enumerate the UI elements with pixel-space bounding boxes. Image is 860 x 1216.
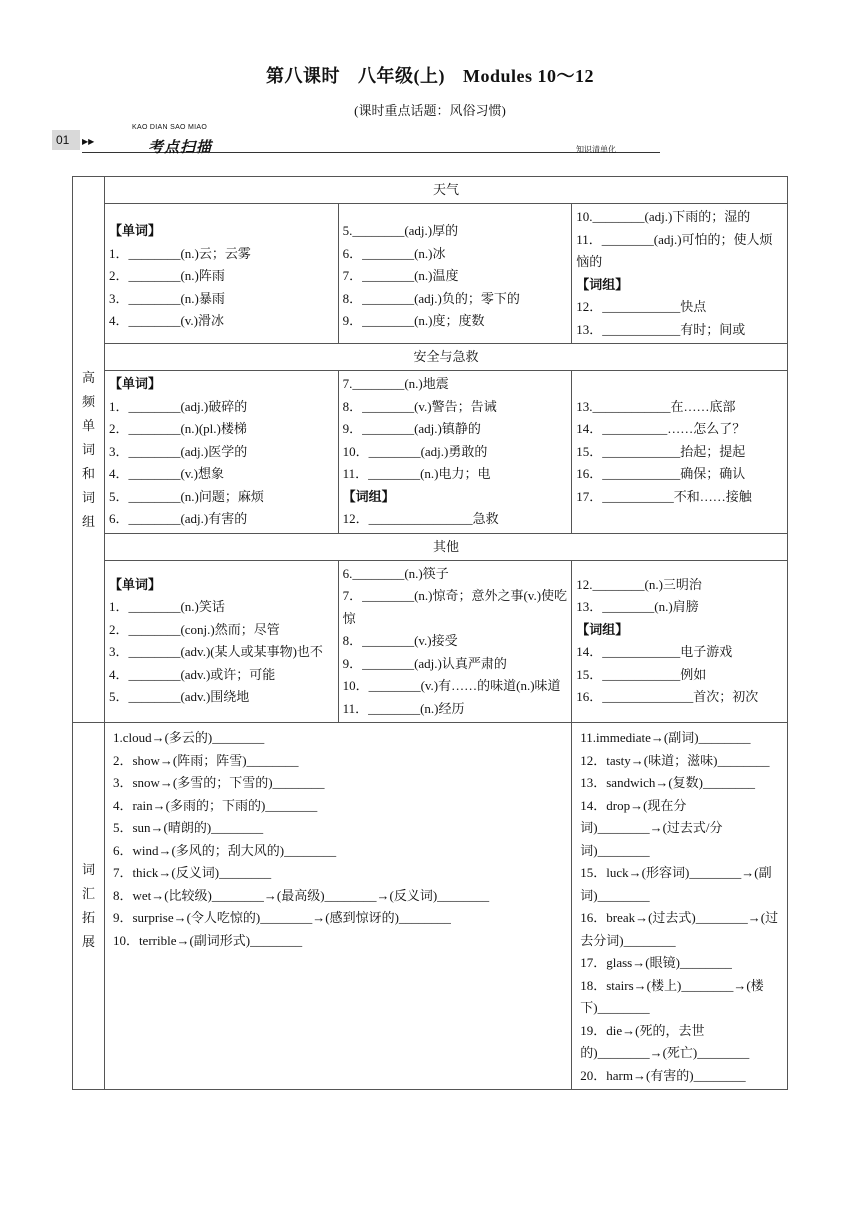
vocab-item: 13．sandwich→(复数)________ [580,775,755,790]
vocab-item: 10．________(adj.)勇敢的 [342,443,488,459]
vocab-item: 11．________(n.)经历 [342,700,465,716]
side-char: 展 [81,934,95,949]
group-heading: 【词组】 [576,621,629,637]
group-heading: 【单词】 [108,376,161,391]
group-heading: 【词组】 [342,488,395,504]
vocab-item: 7．________(n.)惊奇；意外之事(v.)使吃惊 [342,588,568,626]
vocab-item: 15．luck→(形容词)________→(副词)________ [580,865,772,903]
vocab-item: 7．________(n.)温度 [342,268,459,284]
vocab-item: 9．________(adj.)镇静的 [342,421,481,436]
vocab-item: 19．die→(死的，去世的)________→(死亡)________ [580,1022,750,1060]
banner-tagline: 知识清单化 [576,145,616,154]
vocab-item: 8．wet→(比较级)________→(最高级)________→(反义词)________ [112,887,490,903]
vocab-item: 6.________(n.)筷子 [342,565,449,581]
vocab-item: 1．________(n.)云；云雾 [108,245,251,261]
vocab-item: 7.________(n.)地震 [342,376,449,391]
vocab-item: 6．wind→(多风的；刮大风的)________ [112,842,337,858]
side-char: 拓 [81,910,95,925]
vocab-item: 12.________(n.)三明治 [576,576,702,592]
side-char: 单 [81,417,95,433]
side-char: 汇 [81,886,95,901]
side-char: 词 [81,862,95,877]
vocab-item: 12．________________急救 [342,511,499,526]
title-modules: Modules 10～12 [462,66,594,86]
banner-pinyin: KAO DIAN SAO MIAO [132,124,208,131]
side-char: 频 [81,393,95,409]
vocab-item: 6．________(adj.)有害的 [108,511,248,526]
vocab-item: 16．____________确保；确认 [576,466,746,481]
vocab-item: 12．tasty→(味道；滋味)________ [580,752,770,768]
side-char: 组 [81,513,95,529]
vocab-item: 10．terrible→(副词形式)________ [112,932,303,948]
vocab-item: 2．________(conj.)然而；尽管 [108,621,280,637]
vocab-item: 4．________(adv.)或许；可能 [108,666,276,682]
vocab-item: 5．________(adv.)围绕地 [108,689,250,705]
vocab-item: 8．________(v.)接受 [342,633,458,648]
section-banner [52,124,660,158]
vocab-item: 2．________(n.)阵雨 [108,268,225,284]
side-char: 词 [81,441,95,457]
vocab-item: 11．________(adj.)可怕的；使人烦恼的 [576,231,773,269]
banner-number: 01 [52,130,80,150]
vocab-item: 15．____________例如 [576,666,707,682]
side-char: 词 [81,489,95,505]
group-heading: 【词组】 [576,276,629,292]
group-heading: 【单词】 [108,576,161,592]
vocab-item: 10.________(adj.)下雨的；湿的 [576,209,751,224]
vocab-item: 10．________(v.)有……的味道(n.)味道 [342,678,561,693]
vocab-table [72,176,788,1090]
vocab-item: 18．stairs→(楼上)________→(楼下)________ [580,977,764,1015]
vocab-item: 9．________(adj.)认真严肃的 [342,655,507,671]
vocab-item: 12．____________快点 [576,299,707,314]
other-col3 [572,560,788,723]
vocab-item: 16．break→(过去式)________→(过去分词)________ [580,910,779,948]
vocab-item: 8．________(v.)警告；告诫 [342,398,497,414]
vocab-item: 1.cloud→(多云的)________ [112,730,265,745]
vocab-item: 14．drop→(现在分词)________→(过去式/分词)________ [580,797,723,858]
vocab-item: 13．________(n.)肩膀 [576,599,699,615]
weather-header: 天气 [104,177,787,204]
banner-label: 考点扫描 [148,139,213,156]
vocab-item: 13．____________有时；间或 [576,321,746,337]
safety-col1 [104,371,338,534]
vocab-item: 15．____________抬起；提起 [576,443,746,459]
vocab-item: 11．________(n.)电力；电 [342,466,491,481]
group-heading: 【单词】 [108,223,161,239]
vocab-item: 2．show→(阵雨；阵雪)________ [112,752,299,768]
vocab-item: 4．________(v.)滑冰 [108,313,225,329]
other-col2 [338,560,572,723]
other-col1 [104,560,338,723]
title-grade: 八年级(上) [357,66,445,86]
expansion-left [104,723,571,1090]
vocab-item: 14．____________电子游戏 [576,644,733,660]
double-arrow-icon: ▶▶ [82,137,95,146]
safety-header: 安全与急救 [104,344,787,371]
vocab-item: 11.immediate→(副词)________ [580,730,751,745]
vocab-item: 17．___________不和……接触 [576,488,752,504]
vocab-item: 8．________(adj.)负的；零下的 [342,290,520,306]
safety-col2 [338,371,572,534]
vocab-item: 6．________(n.)冰 [342,245,446,261]
vocab-item: 2．________(n.)(pl.)楼梯 [108,421,247,436]
page-subtitle: (课时重点话题：风俗习惯) [354,103,506,118]
other-header: 其他 [104,533,787,560]
vocab-item: 3．________(adv.)(某人或某事物)也不 [108,644,323,660]
weather-col1 [104,204,338,344]
vocab-item: 4．rain→(多雨的；下雨的)________ [112,797,318,813]
vocab-item: 1．________(adj.)破碎的 [108,398,248,414]
vocab-expansion-side-label [73,723,105,1090]
vocab-item: 13.____________在……底部 [576,398,736,414]
safety-col3 [572,371,788,534]
vocab-item: 7．thick→(反义词)________ [112,865,272,880]
page-title [0,62,860,88]
vocab-item: 20．harm→(有害的)________ [580,1067,746,1083]
title-lesson: 第八课时 [265,66,340,86]
vocab-item: 16．______________首次；初次 [576,689,759,705]
vocab-item: 5．sun→(晴朗的)________ [112,820,264,835]
vocab-item: 14．__________……怎么了？ [576,421,746,436]
side-char: 高 [81,369,95,385]
vocab-item: 17．glass→(眼镜)________ [580,955,732,970]
vocab-item: 5．________(n.)问题；麻烦 [108,488,264,504]
vocab-item: 1．________(n.)笑话 [108,599,225,615]
vocab-item: 5.________(adj.)厚的 [342,223,459,239]
high-frequency-side-label [73,177,105,723]
weather-col2 [338,204,572,344]
expansion-right [572,723,788,1090]
side-char: 和 [81,465,95,481]
vocab-item: 3．________(n.)暴雨 [108,290,225,306]
weather-col3 [572,204,788,344]
vocab-item: 3．snow→(多雪的；下雪的)________ [112,775,325,790]
vocab-item: 9．________(n.)度；度数 [342,313,485,329]
vocab-item: 4．________(v.)想象 [108,466,225,481]
vocab-item: 9．surprise→(令人吃惊的)________→(感到惊讶的)________ [112,910,451,925]
vocab-item: 3．________(adj.)医学的 [108,443,248,459]
